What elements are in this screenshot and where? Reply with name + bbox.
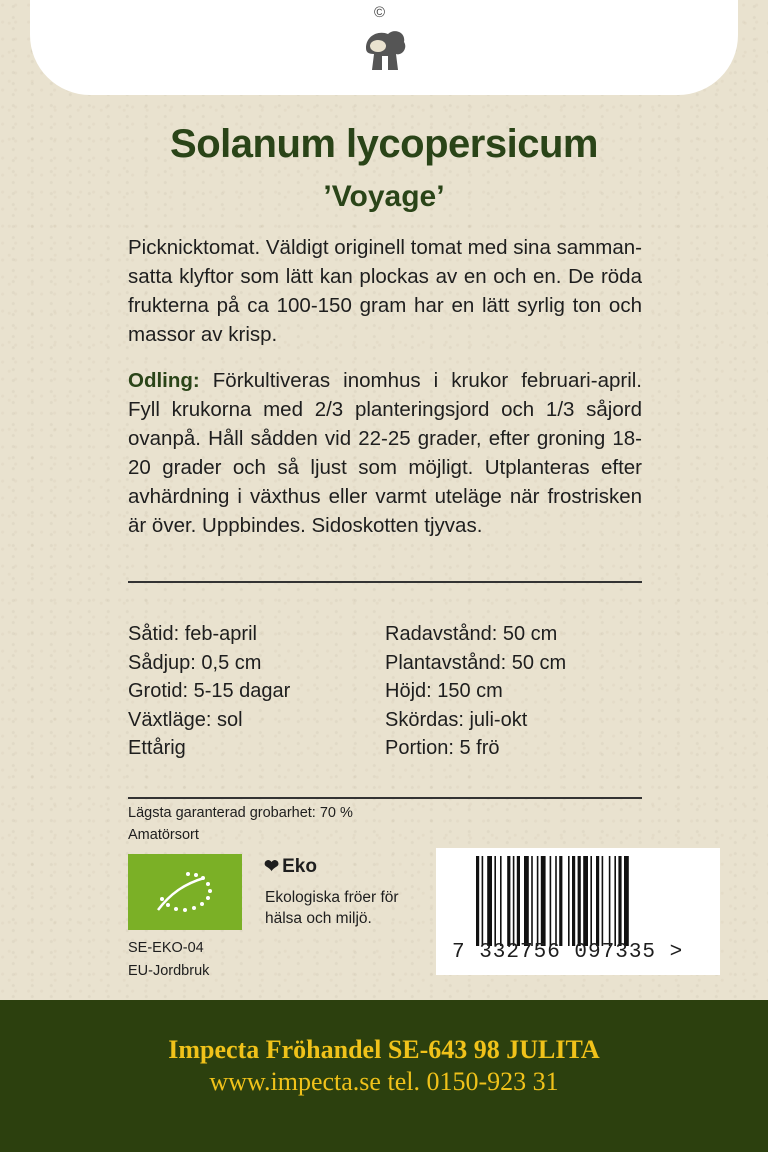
species-name: Solanum lycopersicum xyxy=(170,122,598,166)
eko-label: Eko xyxy=(282,856,317,877)
spec-harvest: Skördas: juli-okt xyxy=(385,708,528,731)
heart-icon: ❤ xyxy=(264,856,280,876)
cultivation-label: Odling: xyxy=(128,369,200,392)
divider xyxy=(128,581,642,583)
barcode xyxy=(436,848,720,975)
eko-slogan xyxy=(265,887,399,929)
spec-portion: Portion: 5 frö xyxy=(385,737,500,760)
certification-origin: EU-Jordbruk xyxy=(128,963,210,979)
footer-address: Impecta Fröhandel SE-643 98 JULITA xyxy=(168,1035,600,1064)
germination-rate: Lägsta garanterad grobarhet: 70 % xyxy=(128,805,353,821)
eko-heading xyxy=(264,856,317,878)
spec-sowing-depth: Sådjup: 0,5 cm xyxy=(128,651,262,674)
barcode-digits: 7 332756 097335 > xyxy=(452,941,684,964)
cultivation-body: Förkultiveras inomhus i krukor februari-april. Fyll krukorna med 2/3 planteringsjord och 1/3 såjord ovanpå. Håll sådden vid 22-25 grader, efter groning 18-20 grader och så ljust som möjligt. Utplanteras efter avhärdning i växthus eller varmt uteläge när frostrisken är över. Uppbindes. Sidoskotten tjyvas. xyxy=(128,369,642,537)
spec-location: Växtläge: sol xyxy=(128,708,243,731)
variety-type: Amatörsort xyxy=(128,827,199,843)
eu-organic-leaf-icon xyxy=(128,854,242,930)
spec-lifecycle: Ettårig xyxy=(128,737,186,760)
spec-height: Höjd: 150 cm xyxy=(385,680,503,703)
spec-plant-spacing: Plantavstånd: 50 cm xyxy=(385,651,567,674)
certification-code: SE-EKO-04 xyxy=(128,940,204,956)
spec-sowing-time: Såtid: feb-april xyxy=(128,623,257,645)
description-text: Picknicktomat. Väldigt originell tomat med sina sammansatta klyftor som lätt kan plockas av en och en. De röda frukterna på ca 100-150 gram har en lätt syrlig ton och massor av krisp. xyxy=(128,236,642,346)
cultivar-name: ’Voyage’ xyxy=(323,180,445,213)
spec-row-spacing: Radavstånd: 50 cm xyxy=(385,623,558,645)
footer xyxy=(0,1000,768,1152)
cultivation-text xyxy=(128,366,642,540)
spec-germination-time: Grotid: 5-15 dagar xyxy=(128,680,291,703)
divider xyxy=(128,797,642,799)
specs-right-column xyxy=(385,620,566,763)
brand-logo-icon xyxy=(358,26,410,74)
eko-slogan-line2: hälsa och miljö. xyxy=(265,910,372,927)
barcode-bars-icon xyxy=(476,856,702,946)
eko-slogan-line1: Ekologiska fröer för xyxy=(265,889,399,906)
copyright-symbol: © xyxy=(374,4,386,21)
specs-left-column xyxy=(128,620,290,763)
footer-contact: www.impecta.se tel. 0150-923 31 xyxy=(209,1067,559,1096)
